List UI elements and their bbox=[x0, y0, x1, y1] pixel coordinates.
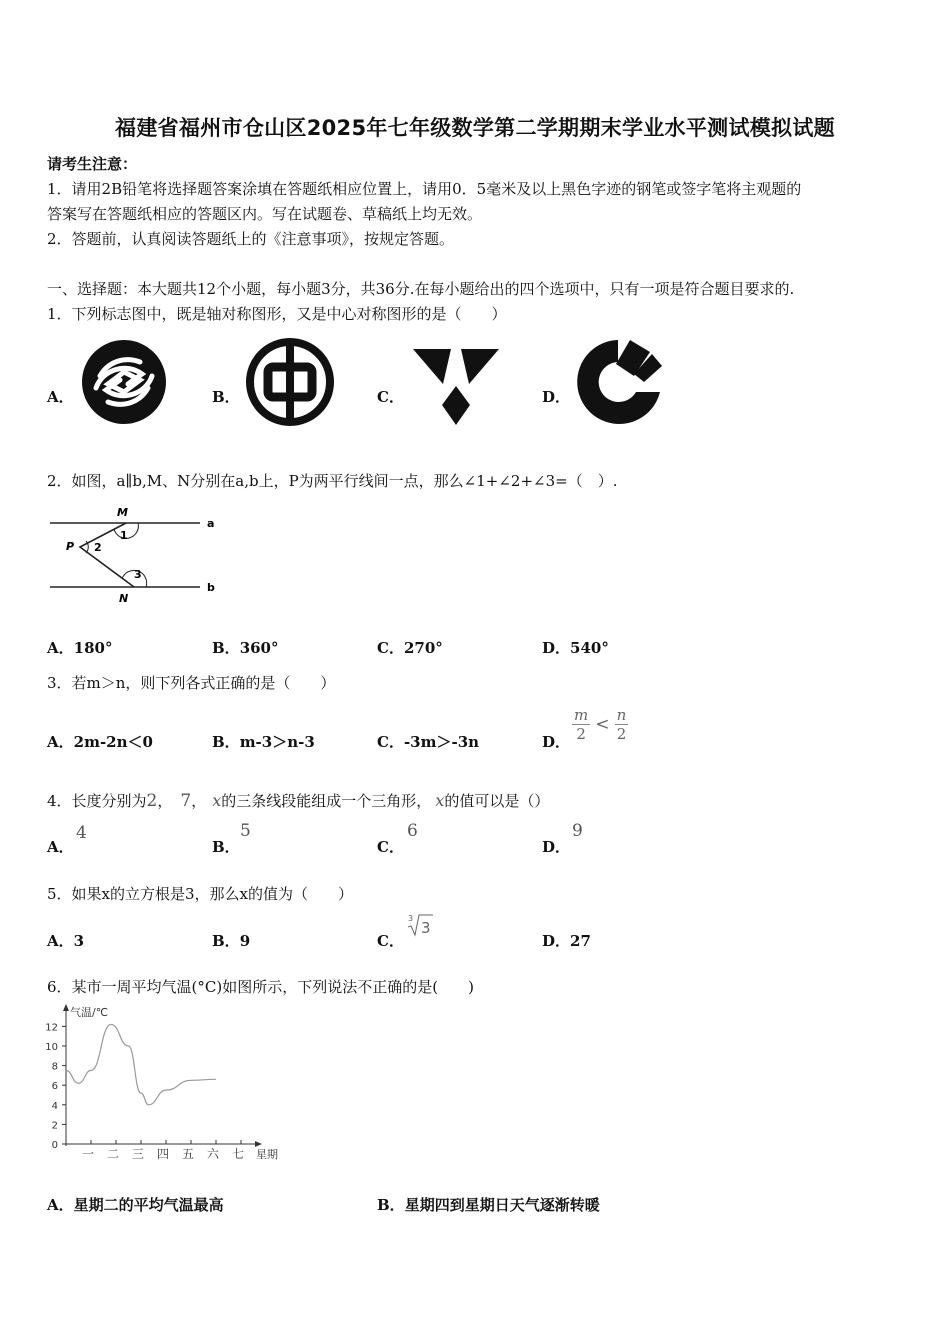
label-n: N bbox=[119, 592, 129, 605]
temperature-series-line bbox=[66, 1024, 216, 1104]
q2-parallel-lines-figure bbox=[46, 503, 226, 607]
q4-option-c-label: C． bbox=[377, 838, 404, 856]
y-tick-label: 6 bbox=[51, 1081, 58, 1093]
logo-d-construction-bank-icon bbox=[572, 336, 664, 428]
svg-text:3: 3 bbox=[421, 919, 431, 937]
q4-stem: 4．长度分别为2， 7， x的三条线段能组成一个三角形， x的值可以是（） bbox=[47, 791, 550, 811]
q1-option-b-label: B． bbox=[212, 388, 240, 406]
q2-option-a: A．180° bbox=[47, 639, 113, 657]
y-tick-label: 8 bbox=[51, 1061, 58, 1073]
q3-option-a: A．2m-2n＜0 bbox=[47, 733, 153, 751]
q2-option-b: B．360° bbox=[212, 639, 279, 657]
q5-option-c-label: C． bbox=[377, 932, 404, 950]
q5-option-d: D．27 bbox=[542, 932, 591, 950]
q4-option-a-value: 4 bbox=[76, 823, 87, 843]
q5-option-b: B．9 bbox=[212, 932, 251, 950]
q3-option-d-label: D． bbox=[542, 733, 571, 751]
notice-line-2: 2．答题前，认真阅读答题纸上的《注意事项》，按规定答题。 bbox=[47, 230, 455, 248]
q5-option-a: A．3 bbox=[47, 932, 85, 950]
y-axis-label: 气温/℃ bbox=[70, 1006, 109, 1019]
q4-option-b-label: B． bbox=[212, 838, 240, 856]
q2-option-d: D．540° bbox=[542, 639, 609, 657]
q3-option-c: C．-3m＞-3n bbox=[377, 733, 480, 751]
notice-heading: 请考生注意： bbox=[47, 155, 138, 173]
x-tick-label: 五 bbox=[181, 1147, 195, 1161]
q4-option-a-label: A． bbox=[47, 838, 74, 856]
q1-option-a-label: A． bbox=[47, 388, 74, 406]
q4-option-d-value: 9 bbox=[572, 821, 583, 841]
q1-option-d-label: D． bbox=[542, 388, 571, 406]
q3-option-b: B．m-3＞n-3 bbox=[212, 733, 315, 751]
label-p: P bbox=[66, 540, 75, 553]
y-tick-label: 2 bbox=[51, 1120, 58, 1132]
q4-option-d-label: D． bbox=[542, 838, 571, 856]
q5-cube-root-icon bbox=[405, 912, 435, 938]
q1-option-c-label: C． bbox=[377, 388, 404, 406]
y-axis-arrow bbox=[63, 1004, 69, 1011]
label-m: M bbox=[117, 506, 128, 519]
label-angle-1: 1 bbox=[120, 529, 128, 542]
q4-option-c-value: 6 bbox=[407, 821, 418, 841]
section-heading: 一、选择题：本大题共12个小题，每小题3分，共36分.在每小题给出的四个选项中，只有一项是符合题目要求的. bbox=[47, 280, 795, 298]
y-tick-label: 10 bbox=[45, 1042, 58, 1053]
y-tick-label: 0 bbox=[51, 1140, 58, 1151]
q6-option-b: B．星期四到星期日天气逐渐转暖 bbox=[377, 1196, 600, 1214]
logo-b-bank-of-china-icon bbox=[243, 335, 337, 429]
q5-stem: 5．如果x的立方根是3，那么x的值为（ ） bbox=[47, 885, 354, 903]
q3-stem: 3．若m＞n，则下列各式正确的是（ ） bbox=[47, 674, 336, 692]
label-a: a bbox=[207, 517, 215, 530]
page-title: 福建省福州市仓山区2025年七年级数学第二学期期末学业水平测试模拟试题 bbox=[115, 116, 835, 140]
notice-line-1b: 答案写在答题纸相应的答题区内。写在试题卷、草稿纸上均无效。 bbox=[47, 205, 483, 223]
label-angle-2: 2 bbox=[94, 541, 102, 554]
x-tick-label: 七 bbox=[231, 1147, 245, 1161]
q1-stem: 1．下列标志图中，既是轴对称图形，又是中心对称图形的是（ ） bbox=[47, 305, 507, 323]
logo-c-triangles-icon bbox=[411, 348, 501, 428]
x-tick-label: 一 bbox=[81, 1147, 95, 1161]
q6-temperature-chart bbox=[40, 1000, 300, 1165]
q2-stem: 2．如图，a∥b,M、N分别在a,b上，P为两平行线间一点，那么∠1+∠2+∠3=（ ）. bbox=[47, 472, 618, 490]
x-axis-label: 星期 bbox=[256, 1148, 278, 1161]
q4-option-b-value: 5 bbox=[240, 821, 251, 841]
q3-option-d-inequality: $\frac{m}{2}$ < $\frac{n}{2}$ bbox=[574, 706, 627, 743]
q2-option-c: C．270° bbox=[377, 639, 443, 657]
y-tick-label: 4 bbox=[51, 1100, 58, 1112]
x-tick-label: 六 bbox=[206, 1147, 220, 1161]
logo-a-china-mobile-icon bbox=[78, 336, 170, 428]
x-tick-label: 二 bbox=[106, 1147, 120, 1161]
y-tick-label: 12 bbox=[45, 1022, 58, 1034]
label-angle-3: 3 bbox=[134, 568, 142, 581]
x-tick-label: 四 bbox=[156, 1147, 170, 1161]
label-b: b bbox=[207, 581, 215, 594]
svg-text:3: 3 bbox=[408, 914, 414, 923]
x-tick-label: 三 bbox=[131, 1147, 145, 1161]
q6-option-a: A．星期二的平均气温最高 bbox=[47, 1196, 224, 1214]
x-axis-arrow bbox=[255, 1141, 262, 1147]
q6-stem: 6．某市一周平均气温(°C)如图所示，下列说法不正确的是( ) bbox=[47, 978, 474, 996]
notice-line-1: 1．请用2B铅笔将选择题答案涂填在答题纸相应位置上，请用0．5毫米及以上黑色字迹的钢笔或签字笔将主观题的 bbox=[47, 180, 802, 198]
